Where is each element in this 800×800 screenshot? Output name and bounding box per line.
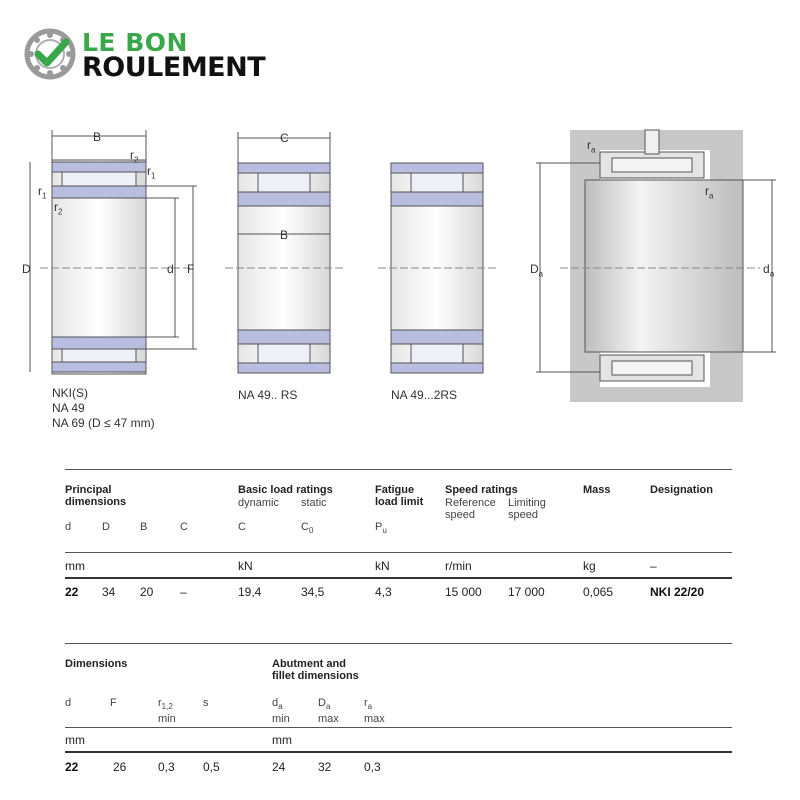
bearing-2rs-diagram	[378, 163, 498, 373]
t2-sym-ra: $r_a$ max	[364, 697, 385, 726]
t1-sym-Pu: $P_u$	[375, 521, 387, 536]
t1-row-d: 22	[65, 585, 79, 599]
label-r2-top: $r_2$	[130, 148, 139, 165]
label-d-bore: d	[167, 262, 174, 276]
label-da: $d_a$	[763, 262, 775, 279]
t1-row-mass: 0,065	[583, 585, 614, 599]
t2-row-r12: 0,3	[158, 760, 175, 774]
t1-row-B: 20	[140, 585, 154, 599]
t2-unit-mm-abut: mm	[272, 733, 292, 747]
caption-nki: NKI(S) NA 49 NA 69 (D ≤ 47 mm)	[52, 386, 155, 430]
t2-sym-da: $d_a$ min	[272, 697, 290, 726]
t2-sym-d: d	[65, 697, 72, 709]
t2-sym-s: s	[203, 697, 209, 709]
t1-sym-B: B	[140, 521, 148, 533]
label-B-width: B	[93, 130, 102, 144]
t1-row-static: 34,5	[301, 585, 325, 599]
t1-header-principal: Principal dimensions	[65, 484, 127, 508]
t1-header-reference: Reference speed	[445, 497, 496, 521]
t2-row-ra: 0,3	[364, 760, 381, 774]
t1-header-basic: Basic load ratings	[238, 484, 333, 496]
label-ra-top: $r_a$	[587, 138, 596, 155]
t1-row-D: 34	[102, 585, 116, 599]
t1-unit-kn-load: kN	[238, 559, 253, 573]
table1-mid-rule	[65, 552, 732, 553]
t1-sym-C0: $C_0$	[301, 521, 314, 536]
t1-sym-D: D	[102, 521, 110, 533]
t1-unit-rmin: r/min	[445, 559, 472, 573]
t1-row-ref-speed: 15 000	[445, 585, 482, 599]
t2-row-d: 22	[65, 760, 79, 774]
table2-top-rule	[65, 643, 732, 644]
t1-header-limiting: Limiting speed	[508, 497, 546, 521]
bearing-rs-diagram	[225, 132, 345, 373]
label-C-width: C	[280, 131, 289, 145]
t1-header-static: static	[301, 497, 327, 509]
t1-row-dynamic: 19,4	[238, 585, 262, 599]
t1-unit-kn-fatigue: kN	[375, 559, 390, 573]
t1-header-mass: Mass	[583, 484, 611, 496]
table1-unit-rule	[65, 577, 732, 579]
t1-header-designation: Designation	[650, 484, 713, 496]
t2-row-s: 0,5	[203, 760, 220, 774]
t2-sym-r12: $r_{1,2}$ min	[158, 697, 176, 726]
table1-top-rule	[65, 469, 732, 470]
t1-unit-dash: –	[650, 559, 657, 573]
label-D-outer: D	[22, 262, 31, 276]
t2-row-da: 24	[272, 760, 286, 774]
t2-sym-F: F	[110, 697, 117, 709]
t1-header-speed: Speed ratings	[445, 484, 518, 496]
label-r2-left: $r_2$	[54, 200, 63, 217]
t2-header-abutment: Abutment and fillet dimensions	[272, 658, 359, 682]
t1-sym-C-dyn: C	[238, 521, 246, 533]
t1-sym-d: d	[65, 521, 72, 533]
t2-header-dimensions: Dimensions	[65, 658, 128, 670]
table2-mid-rule	[65, 727, 732, 728]
t1-unit-mm: mm	[65, 559, 85, 573]
brand-line1: LE BON	[82, 28, 188, 57]
t1-header-dynamic: dynamic	[238, 497, 279, 509]
t1-sym-C: C	[180, 521, 188, 533]
caption-rs: NA 49.. RS	[238, 388, 298, 402]
t2-row-Da: 32	[318, 760, 332, 774]
label-Da: $D_a$	[530, 262, 544, 279]
mounting-diagram	[536, 130, 776, 402]
t1-row-pu: 4,3	[375, 585, 392, 599]
t1-row-lim-speed: 17 000	[508, 585, 545, 599]
caption-2rs: NA 49...2RS	[391, 388, 458, 402]
bearing-nki-diagram	[30, 130, 197, 374]
label-r1-left: $r_1$	[38, 184, 47, 201]
label-r1-top: $r_1$	[147, 164, 156, 181]
label-B-inner: B	[280, 228, 289, 242]
brand-line2: ROULEMENT	[82, 52, 266, 83]
table2-unit-rule	[65, 751, 732, 753]
t1-row-C: –	[180, 585, 187, 599]
t2-unit-mm-dim: mm	[65, 733, 85, 747]
t2-row-F: 26	[113, 760, 127, 774]
t1-header-fatigue: Fatigue load limit	[375, 484, 424, 508]
t1-unit-kg: kg	[583, 559, 596, 573]
label-ra-side: $r_a$	[705, 184, 714, 201]
label-F-raceway: F	[187, 262, 195, 276]
t2-sym-Da: $D_a$ max	[318, 697, 339, 726]
t1-row-designation: NKI 22/20	[650, 585, 705, 599]
